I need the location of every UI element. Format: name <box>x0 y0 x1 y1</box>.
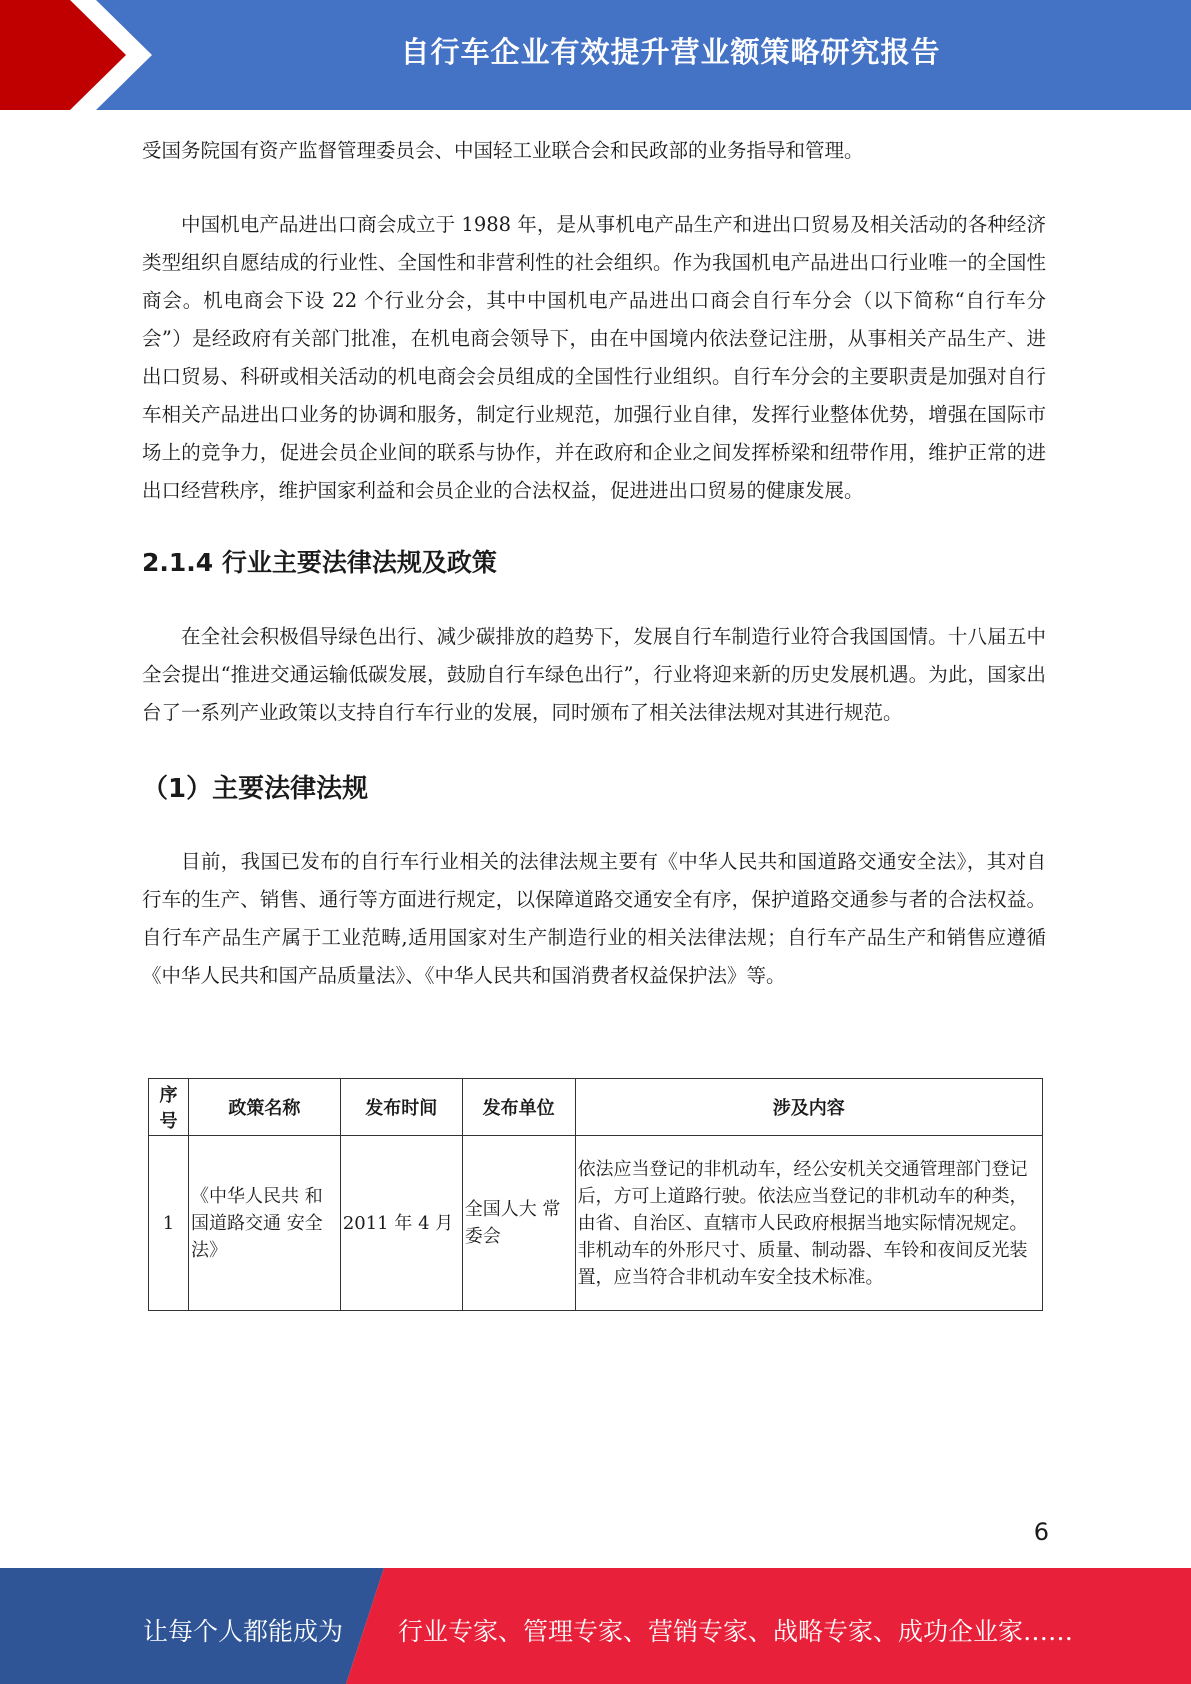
cell-release-date: 2011 年 4 月 <box>340 1136 462 1311</box>
paragraph-1: 受国务院国有资产监督管理委员会、中国轻工业联合会和民政部的业务指导和管理。 <box>142 139 864 162</box>
table-header-row <box>149 1079 1043 1136</box>
header-content: 涉及内容 <box>575 1079 1042 1136</box>
footer-slogan-right: 行业专家、管理专家、营销专家、战略专家、成功企业家…… <box>398 1617 1074 1646</box>
report-title: 自行车企业有效提升营业额策略研究报告 <box>400 34 941 69</box>
table-row <box>149 1136 1043 1311</box>
cell-content: 依法应当登记的非机动车，经公安机关交通管理部门登记后，方可上道路行驶。依法应当登记的非机动车的种类，由省、自治区、直辖市人民政府根据当地实际情况规定。非机动车的外形尺寸、质量、制动器、车铃和夜间反光装置，应当符合非机动车安全技术标准。 <box>575 1136 1042 1311</box>
section-heading-2-1-4: 2.1.4 行业主要法律法规及政策 <box>142 548 497 577</box>
header-policy-name: 政策名称 <box>188 1079 340 1136</box>
policy-table <box>148 1078 1043 1311</box>
paragraph-3: 在全社会积极倡导绿色出行、减少碳排放的趋势下，发展自行车制造行业符合我国国情。十八届五中全会提出“推进交通运输低碳发展，鼓励自行车绿色出行”，行业将迎来新的历史发展机遇。为此，国家出台了一系列产业政策以支持自行车行业的发展，同时颁布了相关法律法规对其进行规范。 <box>142 625 1046 724</box>
paragraph-4: 目前，我国已发布的自行车行业相关的法律法规主要有《中华人民共和国道路交通安全法》，其对自行车的生产、销售、通行等方面进行规定，以保障道路交通安全有序，保护道路交通参与者的合法权益。自行车产品生产属于工业范畴,适用国家对生产制造行业的相关法律法规；自行车产品生产和销售应遵循《中华人民共和国产品质量法》、《中华人民共和国消费者权益保护法》等。 <box>142 850 1046 987</box>
subsection-heading-laws: （1）主要法律法规 <box>142 774 369 804</box>
cell-policy-name: 《中华人民共 和国道路交通 安全法》 <box>188 1136 340 1311</box>
cell-index: 1 <box>149 1136 189 1311</box>
header-index: 序号 <box>149 1079 189 1136</box>
header-release-date: 发布时间 <box>340 1079 462 1136</box>
page-footer <box>0 1568 1191 1684</box>
paragraph-2: 中国机电产品进出口商会成立于 1988 年，是从事机电产品生产和进出口贸易及相关活动的各种经济类型组织自愿结成的行业性、全国性和非营利性的社会组织。作为我国机电产品进出口行业唯一的全国性商会。机电商会下设 22 个行业分会，其中中国机电产品进出口商会自行车分会（以下简称“自行车分会”）是经政府有关部门批准，在机电商会领导下，由在中国境内依法登记注册，从事相关产品生产、进出口贸易、科研或相关活动的机电商会会员组成的全国性行业组织。自行车分会的主要职责是加强对自行车相关产品进出口业务的协调和服务，制定行业规范，加强行业自律，发挥行业整体优势，增强在国际市场上的竞争力，促进会员企业间的联系与协作，并在政府和企业之间发挥桥梁和纽带作用，维护正常的进出口经营秩序，维护国家利益和会员企业的合法权益，促进进出口贸易的健康发展。 <box>142 213 1046 502</box>
footer-slogan-left: 让每个人都能成为 <box>143 1617 344 1646</box>
page-number: 6 <box>1033 1518 1049 1546</box>
main-content <box>142 132 1046 995</box>
cell-issuer: 全国人大 常委会 <box>462 1136 575 1311</box>
page-header <box>0 0 1191 110</box>
header-issuer: 发布单位 <box>462 1079 575 1136</box>
